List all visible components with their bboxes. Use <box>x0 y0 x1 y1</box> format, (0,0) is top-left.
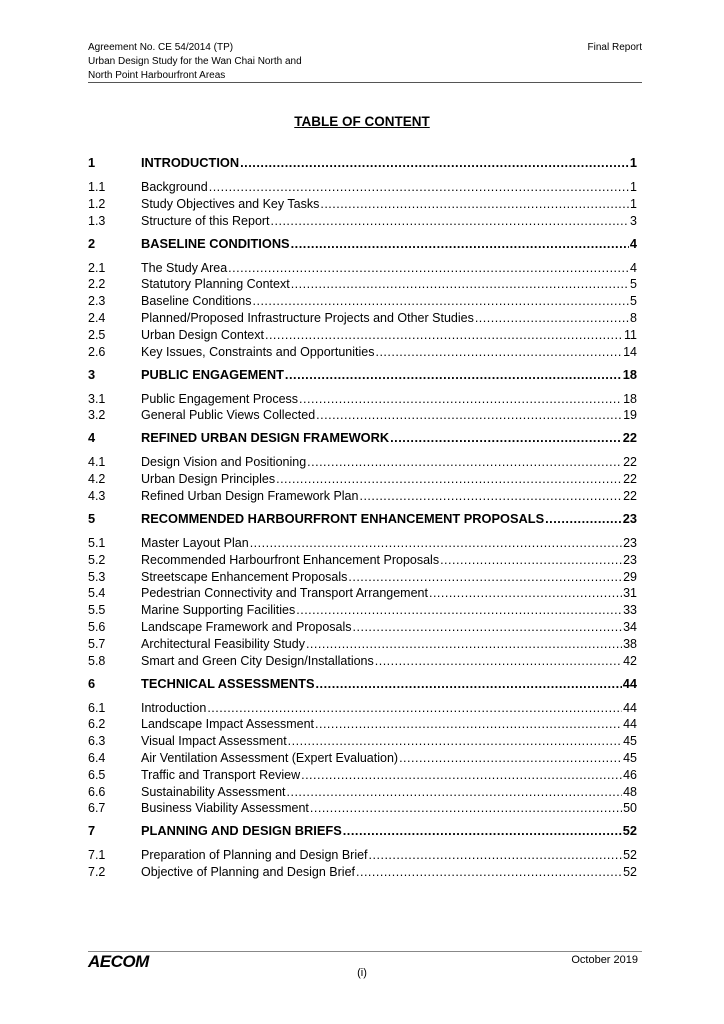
aecom-logo: AECOM <box>88 952 149 971</box>
toc-entry-number: 3 <box>88 366 96 382</box>
toc-entry-title: Study Objectives and Key Tasks <box>141 196 320 211</box>
toc-dot-leader <box>343 822 622 839</box>
toc-dot-leader <box>440 552 622 569</box>
toc-subsection-row[interactable] <box>88 260 637 277</box>
toc-entry-title: Air Ventilation Assessment (Expert Evaluation) <box>141 751 399 765</box>
toc-entry-title: Architectural Feasibility Study <box>141 636 305 651</box>
header-divider <box>88 82 642 83</box>
toc-subsection-row[interactable] <box>88 700 637 717</box>
toc-entry-page: 33 <box>623 603 637 618</box>
toc-entry-title: Key Issues, Constraints and Opportunities <box>141 344 375 359</box>
toc-entry-page: 22 <box>623 489 637 503</box>
toc-dot-leader <box>250 535 622 552</box>
toc-dot-leader <box>228 260 629 277</box>
header-report-type: Final Report <box>587 42 642 53</box>
toc-entry-title: PLANNING AND DESIGN BRIEFS <box>141 823 342 839</box>
toc-subsection-row[interactable] <box>88 488 637 505</box>
toc-subsection-row[interactable] <box>88 407 637 424</box>
toc-subsection-row[interactable] <box>88 602 637 619</box>
toc-entry-title: Planned/Proposed Infrastructure Projects and Other Studies <box>141 311 474 325</box>
toc-subsection-row[interactable] <box>88 619 637 636</box>
page-number: (i) <box>357 967 367 979</box>
toc-subsection-row[interactable] <box>88 585 637 602</box>
toc-entry-title: Refined Urban Design Framework Plan <box>141 489 359 503</box>
toc-subsection-row[interactable] <box>88 213 637 230</box>
toc-entry-page: 14 <box>623 344 637 359</box>
toc-subsection-row[interactable] <box>88 471 637 488</box>
toc-dot-leader <box>353 619 623 636</box>
toc-entry-title: Structure of this Report <box>141 213 270 228</box>
toc-entry-number: 4.1 <box>88 455 106 470</box>
toc-subsection-row[interactable] <box>88 179 637 196</box>
toc-section-row[interactable] <box>88 822 637 839</box>
header-study-title-line1: Urban Design Study for the Wan Chai North and <box>88 56 302 67</box>
toc-subsection-row[interactable] <box>88 767 637 784</box>
toc-entry-page: 44 <box>623 700 637 715</box>
toc-section-row[interactable] <box>88 429 637 446</box>
toc-dot-leader <box>287 784 623 801</box>
toc-entry-number: 6.5 <box>88 767 106 782</box>
toc-entry-number: 2 <box>88 235 96 251</box>
toc-entry-title: Visual Impact Assessment <box>141 734 287 749</box>
toc-entry-page: 38 <box>623 636 637 651</box>
toc-entry-page: 45 <box>623 734 637 749</box>
toc-entry-page: 1 <box>630 196 637 211</box>
toc-dot-leader <box>288 733 622 750</box>
toc-entry-page: 29 <box>623 569 637 584</box>
toc-entry-page: 23 <box>622 511 637 526</box>
toc-subsection-row[interactable] <box>88 716 637 733</box>
toc-entry-title: Marine Supporting Facilities <box>141 603 296 618</box>
toc-entry-title: INTRODUCTION <box>141 155 240 170</box>
toc-entry-number: 4.2 <box>88 472 106 487</box>
toc-entry-number: 5.8 <box>88 653 106 668</box>
toc-entry-number: 5.3 <box>88 569 106 584</box>
toc-dot-leader <box>291 276 629 293</box>
toc-entry-page: 23 <box>623 536 637 550</box>
toc-entry-page: 50 <box>623 801 637 816</box>
toc-entry-page: 34 <box>623 620 637 634</box>
toc-entry-page: 4 <box>630 260 637 275</box>
toc-entry-title: Background <box>141 180 208 194</box>
toc-entry-title: Recommended Harbourfront Enhancement Proposals <box>141 552 440 567</box>
toc-dot-leader <box>316 675 622 692</box>
toc-entry-page: 8 <box>630 311 637 325</box>
toc-dot-leader <box>356 864 622 881</box>
toc-entry-title: Preparation of Planning and Design Brief <box>141 848 368 863</box>
toc-section-row[interactable] <box>88 366 637 383</box>
toc-dot-leader <box>207 700 622 717</box>
toc-entry-page: 18 <box>622 366 637 382</box>
toc-entry-number: 2.6 <box>88 344 106 359</box>
toc-dot-leader <box>307 454 622 471</box>
toc-entry-page: 44 <box>622 675 637 691</box>
toc-entry-number: 5.7 <box>88 636 106 651</box>
toc-entry-title: Urban Design Context <box>141 327 264 342</box>
toc-subsection-row[interactable] <box>88 653 637 670</box>
toc-entry-number: 7.2 <box>88 865 106 880</box>
toc-entry-number: 1.2 <box>88 196 106 211</box>
toc-subsection-row[interactable] <box>88 864 637 881</box>
toc-entry-title: Business Viability Assessment <box>141 801 309 816</box>
toc-entry-number: 3.1 <box>88 391 106 406</box>
toc-heading: TABLE OF CONTENT <box>294 114 430 129</box>
toc-subsection-row[interactable] <box>88 552 637 569</box>
toc-entry-title: General Public Views Collected <box>141 408 316 423</box>
toc-subsection-row[interactable] <box>88 344 637 361</box>
toc-entry-page: 18 <box>623 391 637 406</box>
footer-divider <box>88 951 642 952</box>
toc-entry-number: 5 <box>88 511 96 526</box>
toc-dot-leader <box>399 750 622 767</box>
toc-entry-title: Landscape Framework and Proposals <box>141 620 352 634</box>
toc-entry-page: 22 <box>623 472 637 487</box>
toc-entry-number: 3.2 <box>88 408 106 423</box>
toc-entry-page: 19 <box>623 408 637 423</box>
toc-dot-leader <box>545 510 622 527</box>
toc-entry-title: The Study Area <box>141 260 228 275</box>
toc-entry-number: 6.7 <box>88 801 106 816</box>
toc-entry-page: 5 <box>630 294 637 309</box>
toc-entry-number: 4 <box>88 430 96 446</box>
toc-entry-title: Traffic and Transport Review <box>141 767 301 782</box>
toc-entry-title: Landscape Impact Assessment <box>141 717 315 732</box>
toc-dot-leader <box>315 716 622 733</box>
toc-dot-leader <box>359 488 622 505</box>
toc-dot-leader <box>429 585 622 602</box>
toc-dot-leader <box>306 636 622 653</box>
toc-entry-title: Design Vision and Positioning <box>141 455 307 470</box>
toc-entry-number: 2.5 <box>88 327 106 342</box>
toc-entry-number: 1 <box>88 155 96 170</box>
toc-entry-number: 6.1 <box>88 700 106 715</box>
toc-entry-number: 6.2 <box>88 717 106 732</box>
toc-entry-page: 45 <box>623 751 637 765</box>
toc-entry-title: PUBLIC ENGAGEMENT <box>141 366 284 382</box>
toc-entry-number: 7 <box>88 823 96 839</box>
toc-entry-number: 4.3 <box>88 489 106 503</box>
toc-dot-leader <box>253 293 630 310</box>
toc-subsection-row[interactable] <box>88 750 637 767</box>
toc-entry-page: 52 <box>623 865 637 880</box>
toc-entry-number: 5.4 <box>88 586 106 601</box>
toc-subsection-row[interactable] <box>88 310 637 327</box>
toc-dot-leader <box>209 179 629 196</box>
toc-subsection-row[interactable] <box>88 391 637 408</box>
toc-section-row[interactable] <box>88 510 637 527</box>
toc-subsection-row[interactable] <box>88 276 637 293</box>
toc-entry-number: 5.1 <box>88 536 106 550</box>
toc-entry-number: 5.5 <box>88 603 106 618</box>
toc-section-row[interactable] <box>88 154 637 171</box>
toc-dot-leader <box>271 213 630 230</box>
toc-entry-title: Introduction <box>141 700 207 715</box>
toc-dot-leader <box>348 569 622 586</box>
toc-subsection-row[interactable] <box>88 569 637 586</box>
toc-entry-page: 1 <box>629 155 637 170</box>
toc-entry-page: 52 <box>622 823 637 839</box>
toc-subsection-row[interactable] <box>88 196 637 213</box>
toc-subsection-row[interactable] <box>88 293 637 310</box>
toc-entry-title: TECHNICAL ASSESSMENTS <box>141 675 315 691</box>
header-agreement-no: Agreement No. CE 54/2014 (TP) <box>88 42 234 53</box>
toc-entry-number: 6.6 <box>88 784 106 799</box>
toc-entry-page: 22 <box>623 455 637 470</box>
toc-entry-page: 31 <box>623 586 637 601</box>
toc-subsection-row[interactable] <box>88 454 637 471</box>
toc-entry-page: 5 <box>630 277 637 292</box>
toc-entry-title: Sustainability Assessment <box>141 784 286 799</box>
toc-entry-page: 23 <box>623 552 637 567</box>
toc-dot-leader <box>299 391 622 408</box>
toc-dot-leader <box>369 847 623 864</box>
toc-subsection-row[interactable] <box>88 847 637 864</box>
toc-dot-leader <box>475 310 629 327</box>
toc-entry-page: 3 <box>630 213 637 228</box>
toc-entry-number: 2.2 <box>88 277 106 292</box>
toc-dot-leader <box>291 235 629 252</box>
toc-entry-title: Streetscape Enhancement Proposals <box>141 569 348 584</box>
toc-dot-leader <box>301 767 622 784</box>
toc-entry-title: Statutory Planning Context <box>141 277 290 292</box>
toc-subsection-row[interactable] <box>88 784 637 801</box>
toc-entry-number: 2.1 <box>88 260 106 275</box>
toc-entry-number: 2.4 <box>88 311 106 325</box>
toc-dot-leader <box>285 366 622 383</box>
toc-entry-page: 42 <box>623 653 637 668</box>
toc-entry-title: BASELINE CONDITIONS <box>141 235 290 251</box>
toc-dot-leader <box>310 800 622 817</box>
toc-entry-number: 7.1 <box>88 848 106 863</box>
toc-entry-title: RECOMMENDED HARBOURFRONT ENHANCEMENT PROPOSALS <box>141 511 545 526</box>
toc-entry-number: 6 <box>88 675 96 691</box>
toc-subsection-row[interactable] <box>88 800 637 817</box>
toc-entry-number: 5.6 <box>88 620 106 634</box>
toc-entry-page: 22 <box>622 430 637 446</box>
toc-subsection-row[interactable] <box>88 733 637 750</box>
footer-date: October 2019 <box>571 954 638 966</box>
toc-dot-leader <box>375 344 622 361</box>
toc-dot-leader <box>240 154 629 171</box>
toc-entry-number: 1.3 <box>88 213 106 228</box>
toc-dot-leader <box>265 327 623 344</box>
toc-entry-title: REFINED URBAN DESIGN FRAMEWORK <box>141 430 390 446</box>
toc-subsection-row[interactable] <box>88 636 637 653</box>
toc-entry-page: 48 <box>623 784 637 799</box>
toc-section-row[interactable] <box>88 235 637 252</box>
toc-subsection-row[interactable] <box>88 535 637 552</box>
toc-dot-leader <box>375 653 622 670</box>
toc-dot-leader <box>390 429 622 446</box>
toc-dot-leader <box>276 471 622 488</box>
header-study-title-line2: North Point Harbourfront Areas <box>88 70 226 81</box>
toc-entry-page: 11 <box>624 327 637 342</box>
toc-entry-number: 2.3 <box>88 294 106 309</box>
toc-entry-title: Master Layout Plan <box>141 536 249 550</box>
toc-dot-leader <box>320 196 629 213</box>
toc-dot-leader <box>296 602 622 619</box>
toc-entry-number: 6.3 <box>88 734 106 749</box>
toc-entry-number: 1.1 <box>88 180 106 194</box>
toc-entry-page: 44 <box>623 717 637 732</box>
toc-entry-page: 52 <box>623 848 637 863</box>
toc-entry-title: Public Engagement Process <box>141 391 299 406</box>
toc-entry-page: 4 <box>629 235 637 251</box>
toc-entry-page: 1 <box>630 180 637 194</box>
toc-dot-leader <box>316 407 622 424</box>
toc-section-row[interactable] <box>88 675 637 692</box>
toc-entry-title: Objective of Planning and Design Brief <box>141 865 356 880</box>
toc-entry-title: Urban Design Principles <box>141 472 276 487</box>
toc-entry-title: Smart and Green City Design/Installations <box>141 653 374 668</box>
toc-entry-title: Pedestrian Connectivity and Transport Arrangement <box>141 586 428 601</box>
toc-subsection-row[interactable] <box>88 327 637 344</box>
document-header <box>88 41 302 83</box>
toc-entry-page: 46 <box>623 767 637 782</box>
toc-entry-number: 6.4 <box>88 751 106 765</box>
toc-entry-title: Baseline Conditions <box>141 294 252 309</box>
toc-entry-number: 5.2 <box>88 552 106 567</box>
